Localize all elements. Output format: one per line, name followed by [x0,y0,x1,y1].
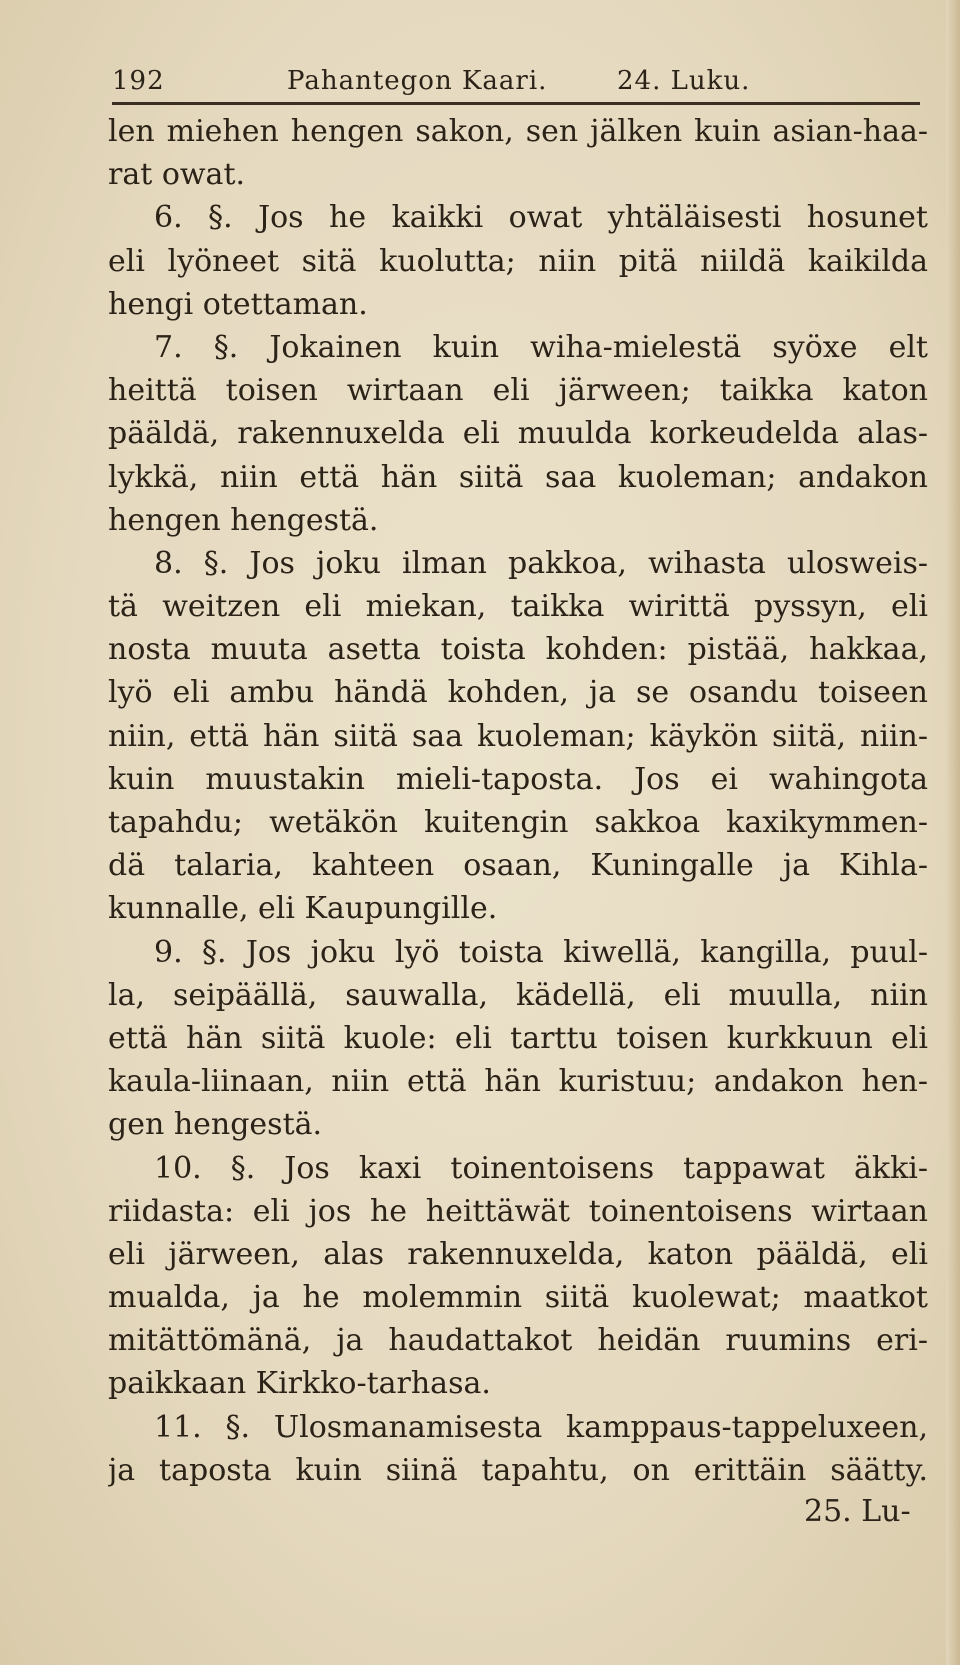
text-line: mualda, ja he molemmin siitä kuolewat; maatkot [108,1280,928,1316]
text-line: tä weitzen eli miekan, taikka wirittä pyssyn, eli [108,589,928,625]
text-line: niin, että hän siitä saa kuoleman; käykön siitä, niin- [108,718,928,754]
running-header [112,64,920,104]
text-line: 7. §. Jokainen kuin wiha-mielestä syöxe elt [154,329,928,365]
text-line: 8. §. Jos joku ilman pakkoa, wihasta ulosweis- [154,545,928,581]
text-line: dä talaria, kahteen osaan, Kuningalle ja Kihla- [108,848,928,884]
text-line: gen hengestä. [108,1107,323,1143]
text-line: 10. §. Jos kaxi toinentoisens tappawat äkki- [154,1150,928,1186]
text-line: kaula-liinaan, niin että hän kuristuu; andakon hen- [108,1064,928,1100]
text-line: eli järween, alas rakennuxelda, katon pääldä, eli [108,1236,928,1272]
page-edge [946,0,960,1665]
text-line: 9. §. Jos joku lyö toista kiwellä, kangilla, puul- [154,934,928,970]
text-line: kuin muustakin mieli-taposta. Jos ei wahingota [108,761,928,797]
text-line: len miehen hengen sakon, sen jälken kuin asian-haa- [108,114,928,149]
header-rule [112,102,920,105]
text-line: 6. §. Jos he kaikki owat yhtäläisesti hosunet [154,200,928,236]
text-line: rat owat. [108,157,246,193]
text-line: ja taposta kuin siinä tapahtu, on erittäin säätty. [108,1452,928,1488]
text-line: hengi otettaman. [108,286,368,322]
text-line: kunnalle, eli Kaupungille. [108,891,498,927]
text-line: lyö eli ambu händä kohden, ja se osandu toiseen [108,675,928,711]
text-line: että hän siitä kuole: eli tarttu toisen kurkkuun eli [108,1020,928,1056]
body-text [108,110,928,1492]
text-line: 11. §. Ulosmanamisesta kamppaus-tappeluxeen, [154,1409,928,1445]
text-line: tapahdu; wetäkön kuitengin sakkoa kaxikymmen- [108,805,928,840]
text-line: paikkaan Kirkko-tarhasa. [108,1366,491,1402]
text-line: pääldä, rakennuxelda eli muulda korkeudelda alas- [108,416,928,452]
page-number: 192 [112,66,165,96]
text-line: nosta muuta asetta toista kohden: pistää, hakkaa, [108,632,928,668]
text-line: eli lyöneet sitä kuolutta; niin pitä niildä kaikilda [108,243,928,279]
text-line: lykkä, niin että hän siitä saa kuoleman; andakon [108,459,928,495]
text-line: riidasta: eli jos he heittäwät toinentoisens wirtaan [108,1193,928,1229]
chapter-label: 24. Luku. [617,66,751,96]
running-title: Pahantegon Kaari. [287,66,548,96]
text-line: heittä toisen wirtaan eli järween; taikka katon [108,373,928,409]
text-line: hengen hengestä. [108,502,379,538]
catchword: 25. Lu- [804,1494,911,1529]
text-line: la, seipäällä, sauwalla, kädellä, eli muulla, niin [108,977,928,1013]
text-line: mitättömänä, ja haudattakot heidän ruumins eri- [108,1323,928,1359]
